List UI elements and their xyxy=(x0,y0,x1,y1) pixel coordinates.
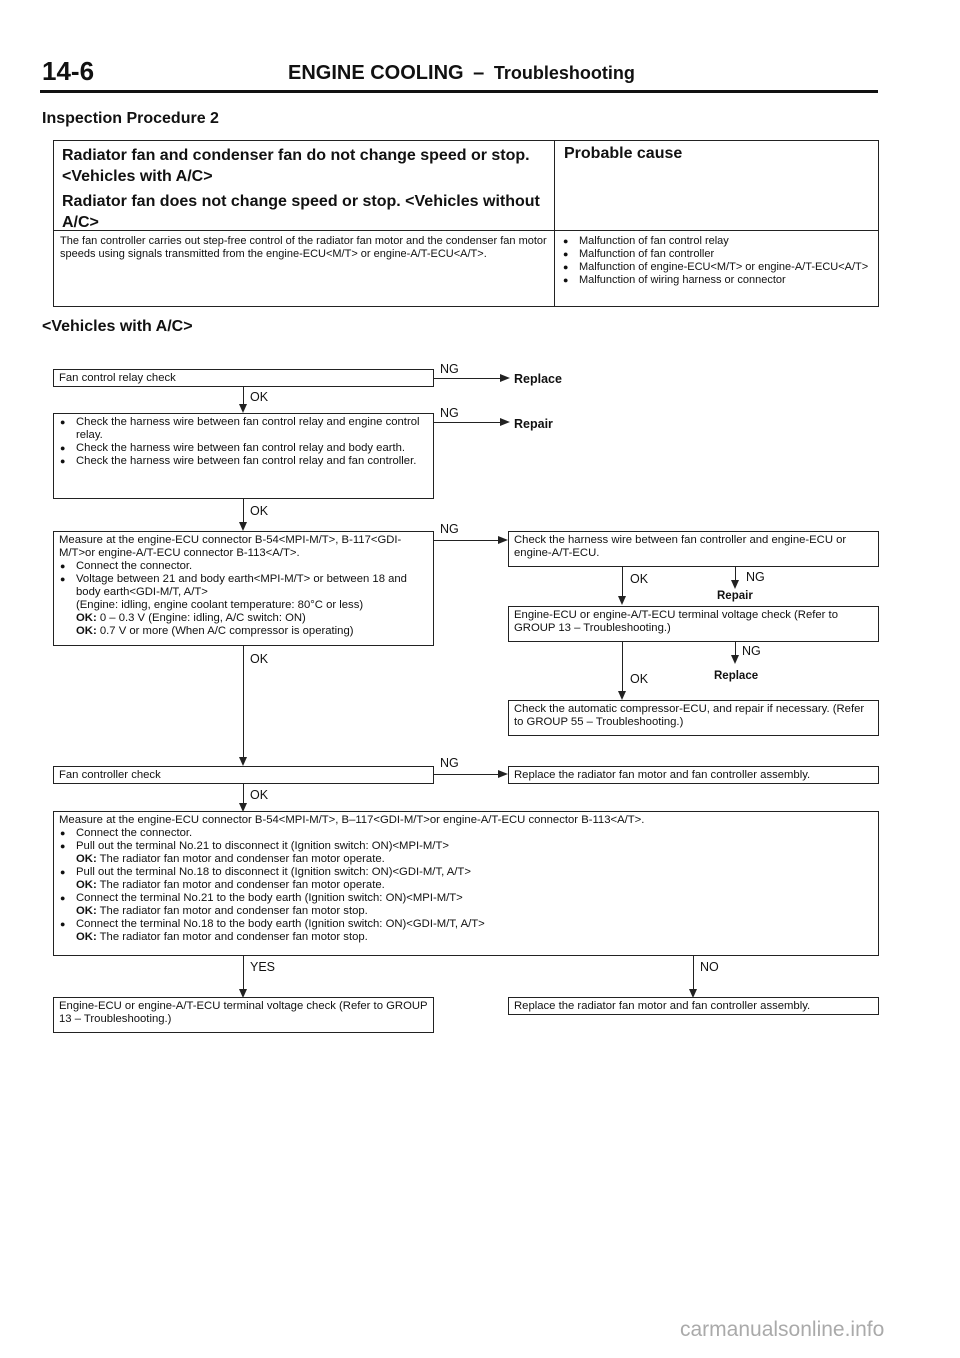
replace-assembly-text-2: Replace the radiator fan motor and fan controller assembly. xyxy=(514,1000,811,1012)
right-ok-label-2: OK xyxy=(630,672,649,686)
harness-check-item: ● Check the harness wire between fan control relay and fan controller. xyxy=(59,455,428,468)
ok-key: OK: xyxy=(76,612,97,624)
ng-label-3: NG xyxy=(440,522,459,536)
right-ng-label-1: NG xyxy=(746,570,765,584)
ng-line-4 xyxy=(434,774,500,775)
symptom-text xyxy=(62,145,552,233)
ecu-measure-condition: (Engine: idling, engine coolant temperature: 80°C or less) xyxy=(76,599,364,611)
harness-check-item: ● Check the harness wire between fan control relay and body earth. xyxy=(59,442,428,455)
title-dash: – xyxy=(473,62,485,84)
replace-assembly-box-2 xyxy=(508,997,879,1015)
right-ok-label-1: OK xyxy=(630,572,649,586)
final-ecu-check-box xyxy=(53,997,434,1033)
symptom-line-2: Radiator fan does not change speed or stop. <Vehicles without A/C> xyxy=(62,193,540,231)
ok-arrow-2 xyxy=(239,522,247,531)
page-number: 14-6 xyxy=(42,56,95,86)
page-title xyxy=(288,62,635,85)
ecu-measure-box xyxy=(53,531,434,646)
terminal-measure-item: ● Pull out the terminal No.21 to disconnect it (Ignition switch: ON)<MPI-M/T> OK: The radiator fan motor and condenser fan motor operate. xyxy=(59,840,873,866)
ng-label-2: NG xyxy=(440,406,459,420)
no-label: NO xyxy=(700,960,719,974)
right-ok-line-2 xyxy=(622,642,623,692)
watermark: carmanualsonline.info xyxy=(680,1318,885,1341)
header-rule xyxy=(40,90,878,93)
ok-value: 0.7 V or more (When A/C compressor is operating) xyxy=(99,625,354,637)
ok-line-1 xyxy=(243,387,244,405)
cause-item: ● Malfunction of engine-ECU<M/T> or engine-A/T-ECU<A/T> xyxy=(562,261,872,274)
terminal-measure-item: ● Connect the terminal No.18 to the body earth (Ignition switch: ON)<GDI-M/T, A/T> OK: The radiator fan motor and condenser fan motor stop. xyxy=(59,918,873,944)
terminal-measure-item: ● Pull out the terminal No.18 to disconnect it (Ignition switch: ON)<GDI-M/T, A/T> OK: The radiator fan motor and condenser fan motor operate. xyxy=(59,866,873,892)
right-ng-line-1 xyxy=(735,567,736,581)
replace-assembly-box-1 xyxy=(508,766,879,784)
harness-check-list xyxy=(59,416,428,468)
fan-controller-check-text: Fan controller check xyxy=(59,769,161,781)
ng-line-3 xyxy=(434,540,500,541)
vehicles-heading: <Vehicles with A/C> xyxy=(42,318,193,335)
yes-label: YES xyxy=(250,960,276,974)
terminal-measure-text: Measure at the engine-ECU connector B-54<MPI-M/T>, B–117<GDI-M/T>or engine-A/T-ECU connector B-113<A/T>. xyxy=(59,814,645,826)
compressor-ecu-check-text: Check the automatic compressor-ECU, and repair if necessary. (Refer to GROUP 55 – Troubleshooting.) xyxy=(514,703,865,728)
summary-description: The fan controller carries out step-free control of the radiator fan motor and the condenser fan motor speeds using signals transmitted from the engine-ECU<M/T> or engine-A/T-ECU<A/T>. xyxy=(60,235,547,260)
repair-label-1: Repair xyxy=(514,417,553,431)
right-ng-line-2 xyxy=(735,642,736,656)
ecu-measure-ok-2 xyxy=(59,625,428,638)
right-ok-arrow-2 xyxy=(618,691,626,700)
probable-causes-list xyxy=(562,235,872,287)
replace-assembly-text-1: Replace the radiator fan motor and fan controller assembly. xyxy=(514,769,811,781)
ecu-measure-item: ● Voltage between 21 and body earth<MPI-M/T> or between 18 and body earth<GDI-M/T, A/T> xyxy=(59,573,428,599)
summary-col-divider xyxy=(554,141,555,306)
right-ok-arrow-1 xyxy=(618,596,626,605)
repair-label-2: Repair xyxy=(717,590,753,602)
ecu-measure-list xyxy=(59,560,428,599)
ecu-measure-ok-1 xyxy=(59,612,428,625)
ok-line-2 xyxy=(243,499,244,523)
yes-line xyxy=(243,956,244,990)
compressor-ecu-check-box xyxy=(508,700,879,736)
final-ecu-check-text: Engine-ECU or engine-A/T-ECU terminal voltage check (Refer to GROUP 13 – Troubleshooting.) xyxy=(59,1000,428,1025)
fan-control-relay-check-text: Fan control relay check xyxy=(59,372,176,384)
subsection-title: Troubleshooting xyxy=(493,63,635,83)
right-ng-arrow-2 xyxy=(731,655,739,664)
fan-controller-check-box xyxy=(53,766,434,784)
ok-label-4: OK xyxy=(250,788,269,802)
check-harness-controller-text: Check the harness wire between fan controller and engine-ECU or engine-A/T-ECU. xyxy=(514,534,847,559)
ng-label-1: NG xyxy=(440,362,459,376)
ecu-measure-text: Measure at the engine-ECU connector B-54<MPI-M/T>, B-117<GDI-M/T>or engine-A/T-ECU connector B-113<A/T>. xyxy=(59,534,402,559)
ok-label-3: OK xyxy=(250,652,269,666)
right-ecu-voltage-check-box xyxy=(508,606,879,642)
summary-table xyxy=(53,140,879,307)
no-line xyxy=(693,956,694,990)
ok-value: 0 – 0.3 V (Engine: idling, A/C switch: ON) xyxy=(99,612,306,624)
ok-label-1: OK xyxy=(250,390,269,404)
ng-line-1 xyxy=(434,378,502,379)
cause-item: ● Malfunction of wiring harness or connector xyxy=(562,274,872,287)
terminal-measure-item: ● Connect the terminal No.21 to the body earth (Ignition switch: ON)<MPI-M/T> OK: The radiator fan motor and condenser fan motor stop. xyxy=(59,892,873,918)
ng-line-2 xyxy=(434,422,502,423)
ecu-measure-item: ● Connect the connector. xyxy=(59,560,428,573)
terminal-measure-box xyxy=(53,811,879,956)
cause-item: ● Malfunction of fan control relay xyxy=(562,235,872,248)
ng-label-4: NG xyxy=(440,756,459,770)
ok-arrow-3 xyxy=(239,757,247,766)
procedure-title: Inspection Procedure 2 xyxy=(42,110,219,127)
fan-control-relay-check-box xyxy=(53,369,434,387)
ok-line-3 xyxy=(243,646,244,758)
section-title: ENGINE COOLING xyxy=(288,62,464,84)
terminal-measure-item: ● Connect the connector. xyxy=(59,827,873,840)
ok-label-2: OK xyxy=(250,504,269,518)
ng-arrow-1 xyxy=(500,374,510,382)
cause-item: ● Malfunction of fan controller xyxy=(562,248,872,261)
harness-check-item: ● Check the harness wire between fan control relay and engine control relay. xyxy=(59,416,428,442)
ok-line-4 xyxy=(243,784,244,804)
right-ng-arrow-1 xyxy=(731,580,739,589)
ok-key: OK: xyxy=(76,625,97,637)
check-harness-controller-box xyxy=(508,531,879,567)
replace-label-2: Replace xyxy=(714,670,759,682)
right-ecu-voltage-check-text: Engine-ECU or engine-A/T-ECU terminal voltage check (Refer to GROUP 13 – Troubleshooting.) xyxy=(514,609,838,634)
ng-arrow-4 xyxy=(498,770,508,778)
right-ng-label-2: NG xyxy=(742,644,761,658)
ok-arrow-1 xyxy=(239,404,247,413)
symptom-line-1: Radiator fan and condenser fan do not change speed or stop. <Vehicles with A/C> xyxy=(62,147,530,185)
right-ok-line-1 xyxy=(622,567,623,597)
probable-cause-header: Probable cause xyxy=(564,145,683,162)
replace-label-1: Replace xyxy=(514,372,562,386)
terminal-measure-list xyxy=(59,827,873,944)
ng-arrow-3 xyxy=(498,536,508,544)
harness-check-box xyxy=(53,413,434,499)
ng-arrow-2 xyxy=(500,418,510,426)
